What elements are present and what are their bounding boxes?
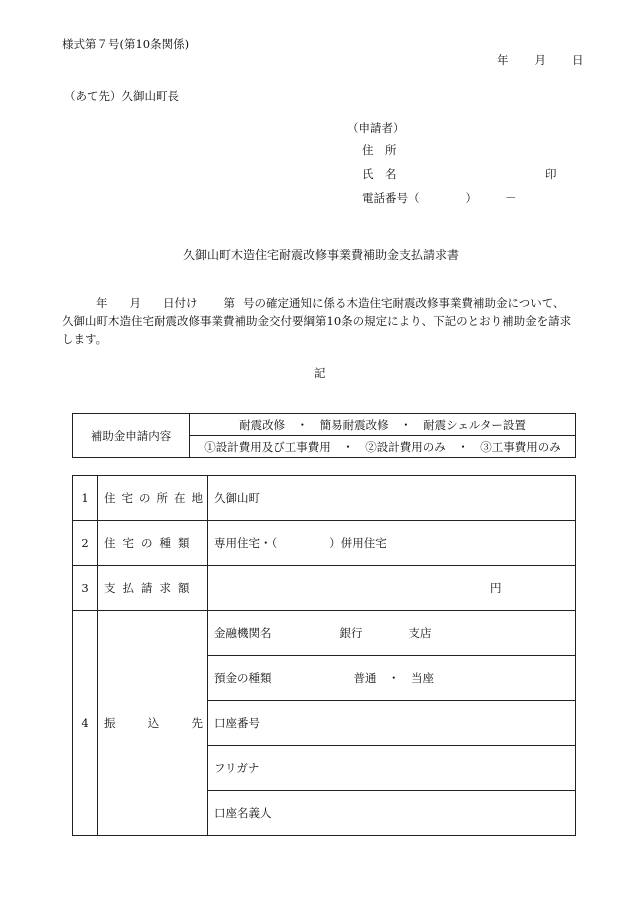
ki-heading: 記	[314, 366, 326, 380]
row-number: 3	[73, 566, 98, 611]
payment-amount-label: 支払請求額	[104, 581, 197, 595]
body-line-1: 年 月 日付け 第 号の確定通知に係る木造住宅耐震改修事業費補助金について、	[96, 296, 565, 310]
deposit-type-field: 預金の種類 普通 ・ 当座	[208, 656, 576, 701]
applicant-address-label: 住 所	[362, 143, 397, 157]
date-month: 月	[534, 53, 546, 67]
seal-mark: 印	[545, 167, 557, 181]
account-number-field: 口座番号	[208, 701, 576, 746]
house-type-label: 住宅の種類	[104, 536, 197, 550]
yen-unit: 円	[490, 581, 502, 595]
account-holder-field: 口座名義人	[208, 791, 576, 836]
subsidy-content-table	[72, 413, 576, 458]
applicant-phone	[362, 190, 517, 206]
table-row	[73, 566, 576, 611]
subsidy-content-label: 補助金申請内容	[73, 414, 190, 458]
date-year: 年	[497, 53, 509, 67]
table-row	[73, 611, 576, 656]
house-location-value: 久御山町	[208, 476, 576, 521]
row-number: 4	[73, 611, 98, 836]
row-number: 2	[73, 521, 98, 566]
transfer-destination-label: 振 込 先	[104, 716, 203, 730]
bank-name-field: 金融機関名 銀行 支店	[208, 611, 576, 656]
table-row	[73, 476, 576, 521]
date-day: 日	[572, 53, 584, 67]
body-line-3: します。	[62, 332, 108, 346]
document-title: 久御山町木造住宅耐震改修事業費補助金支払請求書	[183, 248, 460, 262]
applicant-heading: （申請者）	[347, 121, 405, 135]
phone-label: 電話番号（	[362, 191, 420, 205]
applicant-name-label: 氏 名	[362, 167, 397, 181]
date-line	[497, 52, 584, 68]
cost-type-options: ①設計費用及び工事費用 ・ ②設計費用のみ ・ ③工事費用のみ	[190, 436, 576, 458]
phone-dash: －	[505, 191, 517, 205]
form-id: 様式第７号(第10条関係)	[62, 37, 190, 51]
house-location-label: 住 宅 の 所 在 地	[104, 491, 203, 505]
payment-request-table	[72, 475, 576, 836]
row-number: 1	[73, 476, 98, 521]
furigana-field: フリガナ	[208, 746, 576, 791]
payment-amount-value	[208, 566, 576, 611]
phone-paren-close: ）	[465, 191, 477, 205]
table-row	[73, 521, 576, 566]
body-line-2: 久御山町木造住宅耐震改修事業費補助金交付要綱第10条の規定により、下記のとおり補助金を請求	[62, 314, 572, 328]
addressee: （あて先）久御山町長	[64, 89, 179, 103]
subsidy-type-options: 耐震改修 ・ 簡易耐震改修 ・ 耐震シェルター設置	[190, 414, 576, 436]
house-type-value: 専用住宅・（ ）併用住宅	[208, 521, 576, 566]
